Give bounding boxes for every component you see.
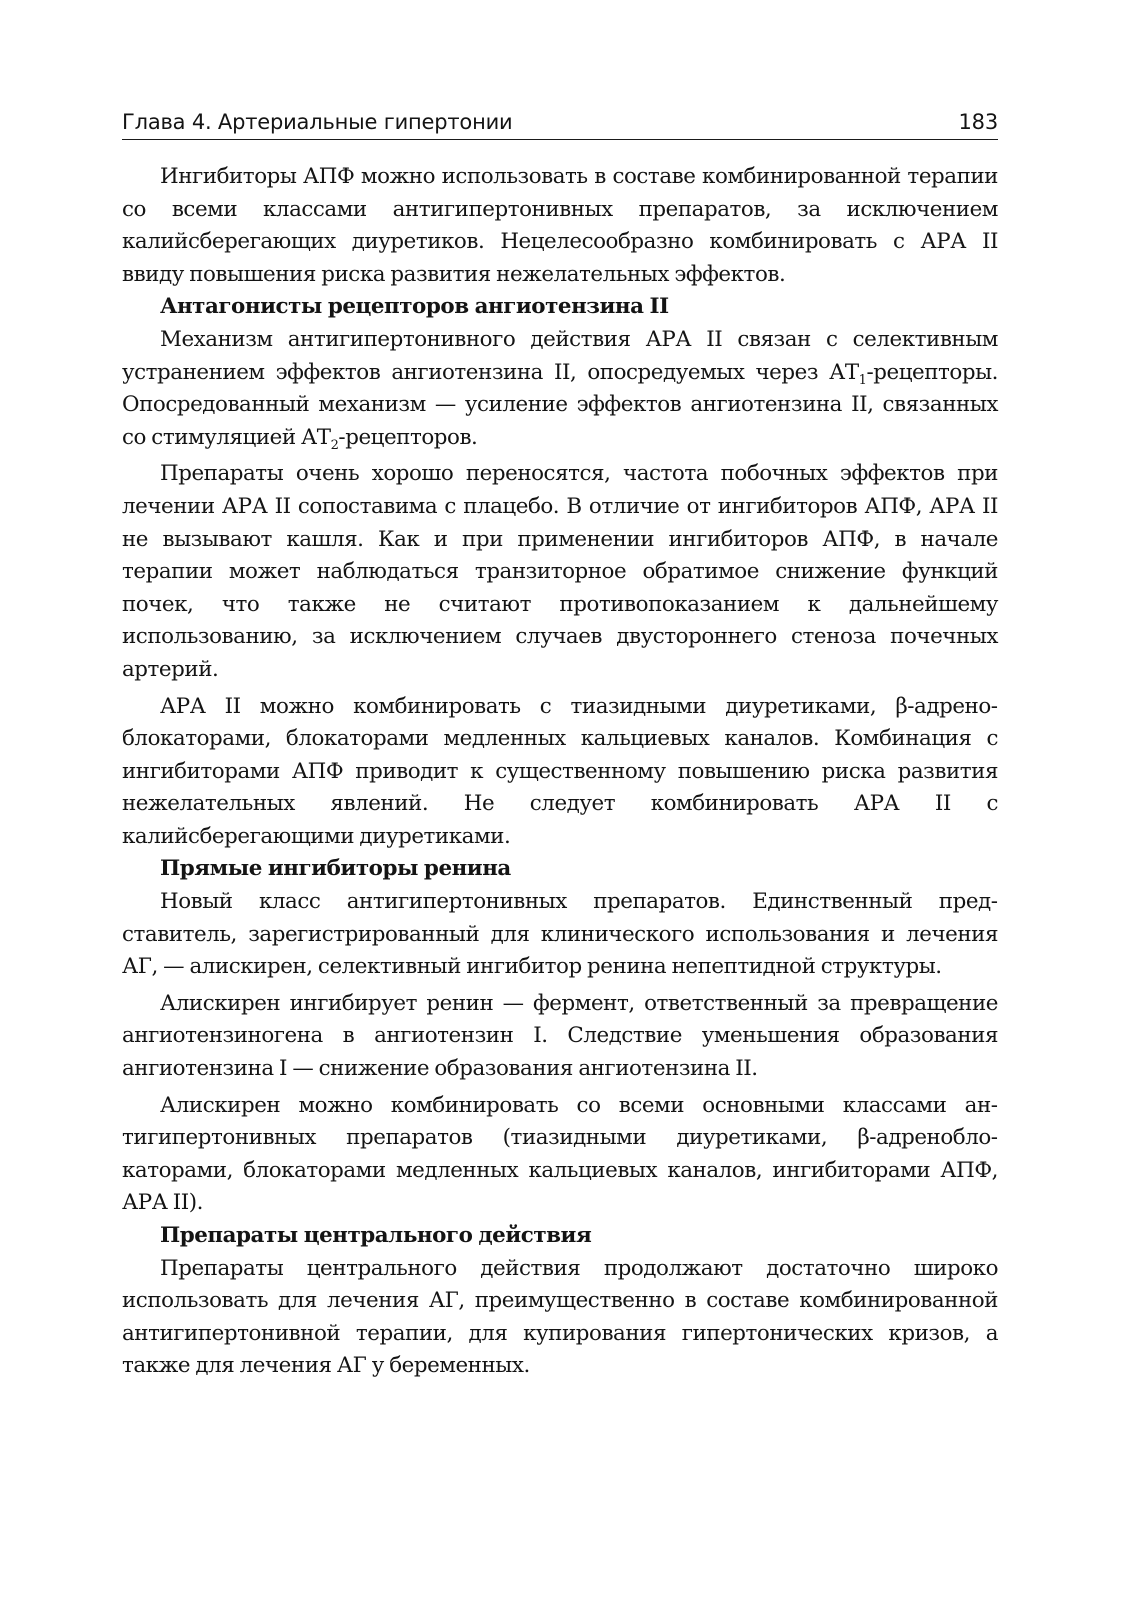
heading-renin-inhibitors: Прямые ингибиторы ренина: [160, 856, 511, 882]
paragraph-ace-inhibitors: Ингибиторы АПФ можно использовать в составе комбинированной терапии со всеми классами антигипертонивных препаратов, за исключением калийсберегающих диуретиков. Нецелесообразно комбинировать с АРА II ввиду повышения риска развития нежелательных эффектов.: [122, 164, 998, 287]
paragraph-aliskiren-combination: Алискирен можно комбинировать со всеми основными классами антигипертонивных препаратов (тиазидными диуретиками, β-адреноблокаторами, блокаторами медленных кальциевых каналов, ингибиторами АПФ, АРА II).: [122, 1092, 998, 1216]
subscript: 1: [858, 372, 867, 388]
running-header: [122, 108, 998, 140]
paragraph-aliskiren-mechanism: Алискирен ингибирует ренин — фермент, ответственный за превращение ангиотензиногена в ангиотензин I. Следствие уменьшения образования ангиотензина I — снижение образования ангиотензина II.: [122, 990, 998, 1082]
paragraph-arb-tolerance: Препараты очень хорошо переносятся, частота побочных эффектов при лечении АРА II сопоставима с плацебо. В отличие от ингибиторов АПФ, АРА II не вызывают кашля. Как и при применении ингибиторов АПФ, в начале терапии может наблюдаться транзиторное обратимое снижение функций почек, что также не считают противопоказанием к дальнейшему использованию, за исключением случаев двустороннего стеноза почечных артерий.: [122, 461, 998, 682]
paragraph-arb-combination: АРА II можно комбинировать с тиазидными диуретиками, β-адреноблокаторами, блокаторами медленных кальциевых каналов. Комбинация с ингибиторами АПФ приводит к существенному повышению риска развития нежелательных явлений. Не следует комбинировать АРА II с калийсберегающими диуретиками.: [122, 693, 998, 849]
paragraph-central-action: Препараты центрального действия продолжают достаточно широко использовать для лечения АГ, преимущественно в составе комбинированной антигипертонивной терапии, для купирования гипертонических кризов, а также для лечения АГ у беременных.: [122, 1255, 998, 1379]
chapter-title: Глава 4. Артериальные гипертонии: [122, 110, 513, 134]
page-number: 183: [958, 110, 998, 134]
text-run: -рецепторы. Опосредованный механизм — усиление эффектов ангиотензина II, связанных со стимуляцией АТ: [122, 359, 998, 450]
subscript: 2: [330, 437, 339, 453]
paragraph-renin-class: Новый класс антигипертонивных препаратов. Единственный представитель, зарегистрированный для клинического использования и лечения АГ, — алискирен, селективный ингибитор ренина непептидной структуры.: [122, 889, 998, 980]
paragraph-arb-mechanism: [122, 324, 998, 454]
heading-central-action: Препараты центрального действия: [160, 1223, 592, 1248]
heading-arb: Антагонисты рецепторов ангиотензина II: [160, 294, 669, 320]
page-body: [122, 161, 998, 1383]
text-run: -рецепторов.: [338, 424, 478, 450]
text-run: Механизм антигипертонивного действия АРА II связан с селективным устранением эффектов ангиотензина II, опосредуемых через АТ: [122, 326, 998, 385]
book-page: [122, 108, 998, 1383]
